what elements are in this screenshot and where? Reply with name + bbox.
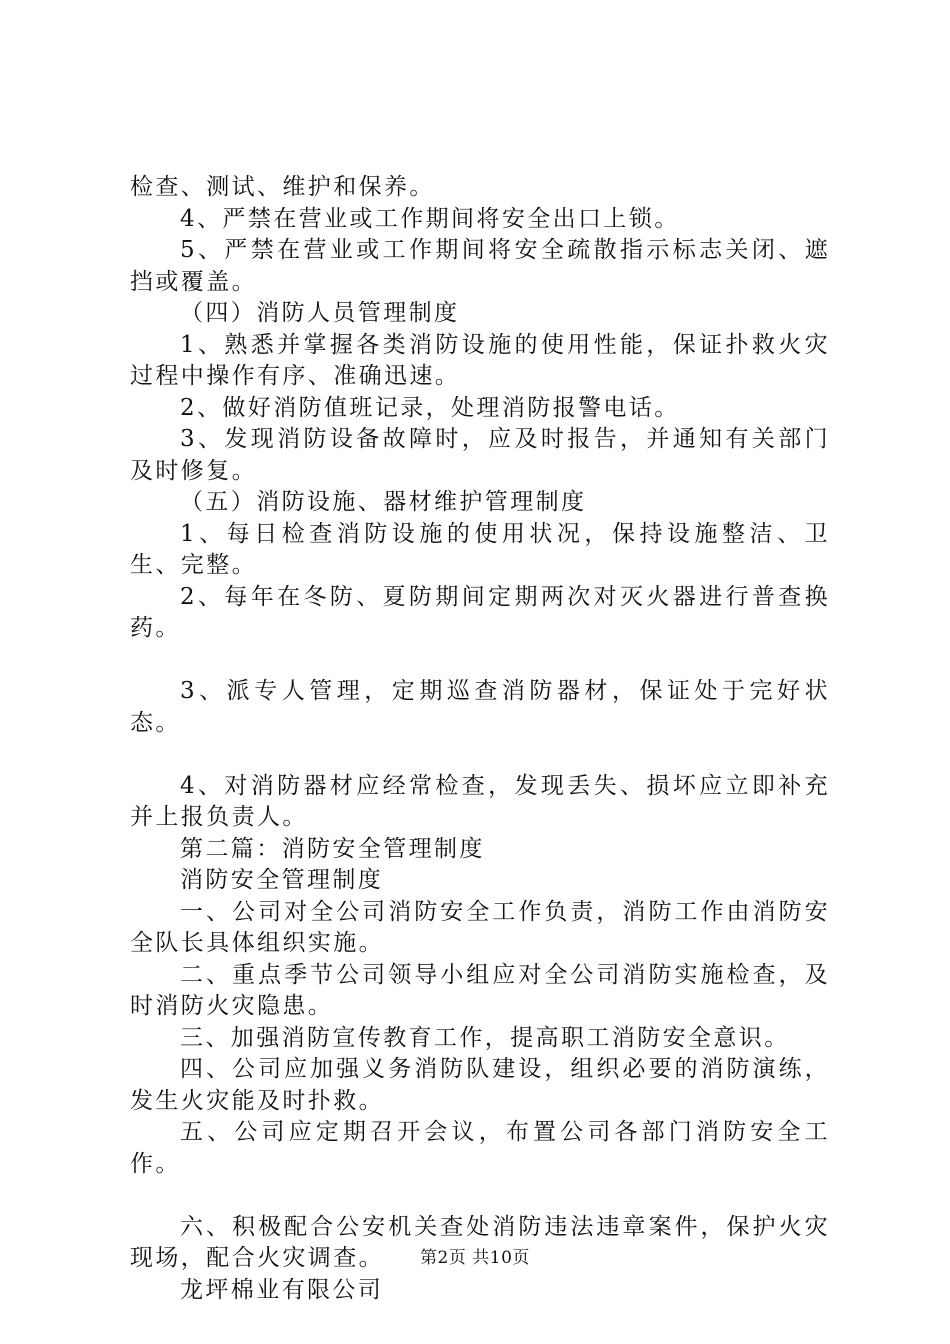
paragraph: 3、派专人管理，定期巡查消防器材，保证处于完好状态。 [130, 678, 830, 736]
document-body [130, 172, 830, 1306]
paragraph: 六、积极配合公安机关查处消防违法违章案件，保护火灾现场，配合火灾调查。 [130, 1213, 830, 1271]
paragraph: （四）消防人员管理制度 [180, 300, 460, 326]
paragraph: 五、公司应定期召开会议，布置公司各部门消防安全工作。 [130, 1119, 830, 1177]
paragraph: 2、做好消防值班记录，处理消防报警电话。 [180, 394, 680, 421]
paragraph: 4、严禁在营业或工作期间将安全出口上锁。 [180, 205, 680, 232]
paragraph: 1、熟悉并掌握各类消防设施的使用性能，保证扑救火灾过程中操作有序、准确迅速。 [130, 331, 830, 389]
paragraph: 5、严禁在营业或工作期间将安全疏散指示标志关闭、遮挡或覆盖。 [130, 237, 830, 295]
paragraph: 一、公司对全公司消防安全工作负责，消防工作由消防安全队长具体组织实施。 [130, 898, 830, 956]
paragraph: 消防安全管理制度 [180, 867, 384, 893]
paragraph: 1、每日检查消防设施的使用状况，保持设施整洁、卫生、完整。 [130, 520, 830, 578]
paragraph: 龙坪棉业有限公司 [180, 1276, 384, 1303]
paragraph: 3、发现消防设备故障时，应及时报告，并通知有关部门及时修复。 [130, 426, 830, 484]
paragraph: 三、加强消防宣传教育工作，提高职工消防安全意识。 [180, 1024, 790, 1051]
paragraph: （五）消防设施、器材维护管理制度 [180, 489, 587, 515]
paragraph: 四、公司应加强义务消防队建设，组织必要的消防演练，发生火灾能及时扑救。 [130, 1056, 830, 1114]
paragraph: 检查、测试、维护和保养。 [130, 174, 435, 200]
page-footer: 第2页 共10页 [420, 1248, 530, 1268]
paragraph: 2、每年在冬防、夏防期间定期两次对灭火器进行普查换药。 [130, 583, 830, 641]
paragraph: 二、重点季节公司领导小组应对全公司消防实施检查，及时消防火灾隐患。 [130, 961, 830, 1019]
paragraph: 4、对消防器材应经常检查，发现丢失、损坏应立即补充并上报负责人。 [130, 772, 830, 830]
paragraph: 第二篇：消防安全管理制度 [180, 835, 485, 862]
